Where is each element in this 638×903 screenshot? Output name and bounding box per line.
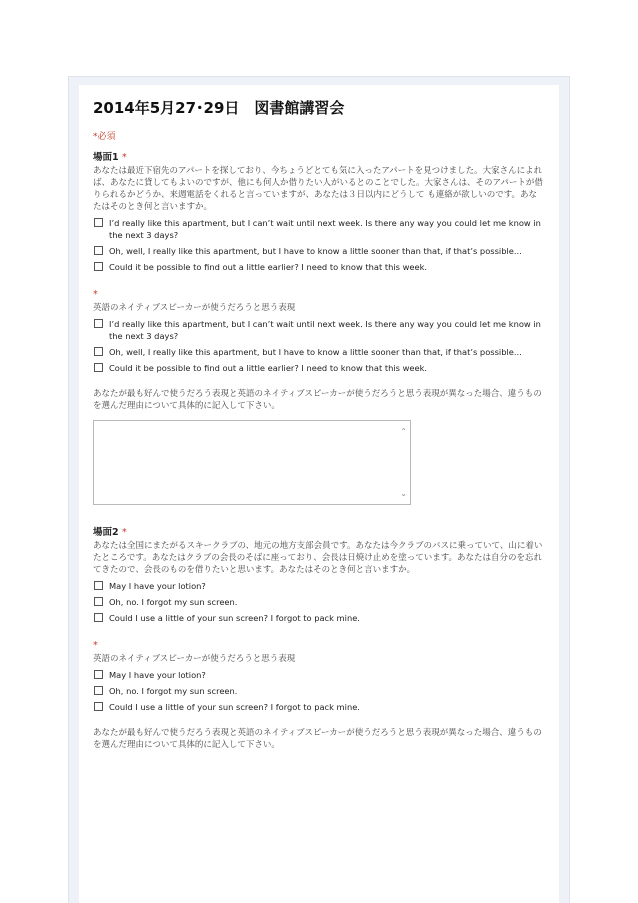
option[interactable]: [93, 346, 545, 358]
form-title: 2014年5月27･29日 図書館講習会: [93, 99, 345, 117]
required-note: *必須: [93, 132, 116, 142]
option-label: Could I use a little of your sun screen? I forgot to pack mine.: [109, 613, 360, 623]
option-label: Could I use a little of your sun screen? I forgot to pack mine.: [109, 702, 360, 712]
checkbox[interactable]: [94, 702, 103, 711]
option[interactable]: [93, 245, 545, 257]
option[interactable]: [93, 580, 545, 592]
checkbox[interactable]: [94, 670, 103, 679]
checkbox[interactable]: [94, 246, 103, 255]
option[interactable]: [93, 612, 545, 624]
option-label: Oh, well, I really like this apartment, but I have to know a little sooner than that, if that’s possible...: [109, 246, 522, 256]
question-title: [93, 527, 545, 539]
question-title-text: 場面2: [93, 527, 119, 538]
option[interactable]: [93, 362, 545, 374]
option-label: Oh, well, I really like this apartment, but I have to know a little sooner than that, if that’s possible...: [109, 347, 522, 357]
question-description: あなたは最近下宿先のアパートを探しており、今ちょうどとても気に入ったアパートを見つけました。大家さんによれば、あなたに貸してもよいのですが、他にも何人か借りたい人がいるとのことでした。大家さんは、そのアパートが借りられるかどうか、来週電話をくれると言っていますが、あなたは３日以内にどうして も連絡が欲しいのです。あなたはそのとき何と言いますか。: [93, 166, 543, 212]
options-list: [93, 217, 545, 273]
question-subtitle: 英語のネイティブスピーカーが使うだろうと思う表現: [93, 303, 296, 313]
option[interactable]: [93, 685, 545, 697]
question-2-native: [93, 640, 545, 713]
option[interactable]: [93, 318, 545, 342]
option[interactable]: [93, 701, 545, 713]
question-1-native: [93, 289, 545, 374]
question-title-text: 場面1: [93, 152, 119, 163]
option-label: I’d really like this apartment, but I can’t wait until next week. Is there any way you could let me know in the next 3 days?: [109, 218, 541, 240]
checkbox[interactable]: [94, 613, 103, 622]
option[interactable]: [93, 217, 545, 241]
checkbox[interactable]: [94, 347, 103, 356]
question-subtitle: 英語のネイティブスピーカーが使うだろうと思う表現: [93, 654, 296, 664]
checkbox[interactable]: [94, 319, 103, 328]
checkbox[interactable]: [94, 597, 103, 606]
options-list: [93, 669, 545, 713]
question-title: [93, 152, 545, 164]
reason-textarea[interactable]: [93, 420, 411, 505]
checkbox[interactable]: [94, 686, 103, 695]
option[interactable]: [93, 596, 545, 608]
question-description: あなたが最も好んで使うだろう表現と英語のネイティブスピーカーが使うだろうと思う表現が異なった場合、違うものを選んだ理由について具体的に記入して下さい。: [93, 389, 542, 411]
option[interactable]: [93, 669, 545, 681]
question-description: あなたは全国にまたがるスキークラブの、地元の地方支部会員です。あなたは今クラブのバスに乗っていて、山に着いたところです。あなたはクラブの会長のそばに座っており、会長は日焼け止めを塗っています。あなたは自分のを忘れてきたので、会長のものを借りたいと思います。あなたはそのとき何と言いますか。: [93, 541, 543, 575]
chevron-up-icon[interactable]: ⌃: [400, 427, 407, 436]
question-1-reason: [93, 388, 545, 505]
form-card: [79, 85, 559, 903]
required-star: *: [121, 152, 127, 163]
question-1: [93, 152, 545, 273]
option-label: May I have your lotion?: [109, 670, 206, 680]
option-label: Could it be possible to find out a little earlier? I need to know that this week.: [109, 363, 428, 373]
option-label: I’d really like this apartment, but I can’t wait until next week. Is there any way you could let me know in the next 3 days?: [109, 319, 541, 341]
option-label: May I have your lotion?: [109, 581, 206, 591]
checkbox[interactable]: [94, 363, 103, 372]
question-description: あなたが最も好んで使うだろう表現と英語のネイティブスピーカーが使うだろうと思う表現が異なった場合、違うものを選んだ理由について具体的に記入して下さい。: [93, 728, 542, 750]
option[interactable]: [93, 261, 545, 273]
required-star: *: [93, 640, 98, 651]
question-2-reason: [93, 727, 545, 751]
question-2: [93, 527, 545, 624]
required-star: *: [93, 289, 98, 300]
option-label: Could it be possible to find out a little earlier? I need to know that this week.: [109, 262, 428, 272]
options-list: [93, 318, 545, 374]
checkbox[interactable]: [94, 262, 103, 271]
required-star: *: [121, 527, 127, 538]
option-label: Oh, no. I forgot my sun screen.: [109, 686, 238, 696]
option-label: Oh, no. I forgot my sun screen.: [109, 597, 238, 607]
checkbox[interactable]: [94, 218, 103, 227]
options-list: [93, 580, 545, 624]
chevron-down-icon[interactable]: ⌄: [400, 489, 407, 498]
checkbox[interactable]: [94, 581, 103, 590]
